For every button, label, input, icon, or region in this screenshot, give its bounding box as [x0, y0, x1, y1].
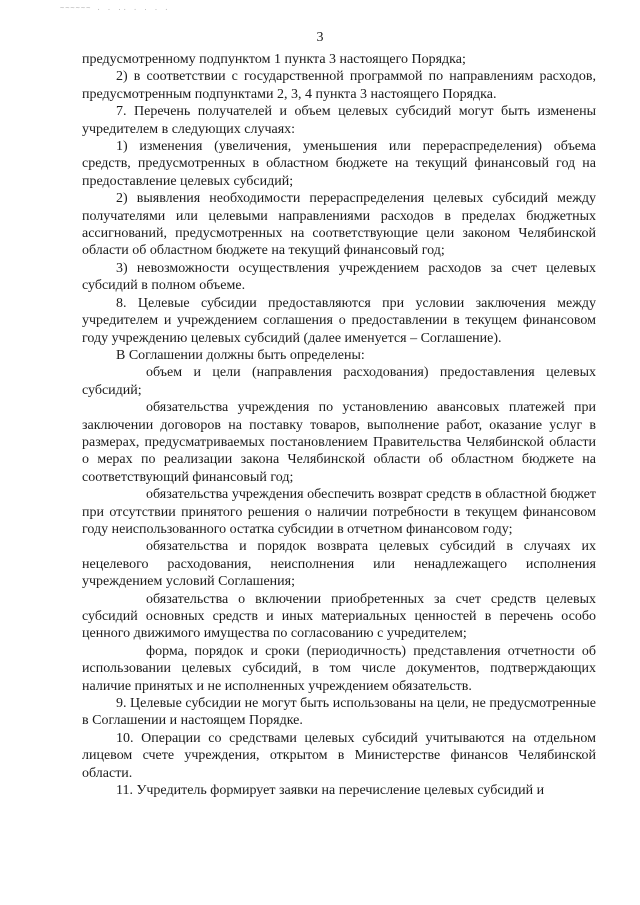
paragraph: обязательства учреждения по установлению авансовых платежей при заключении договоров на поставку товаров, выполнение работ, оказание услуг в размерах, предусматриваемых постановлением Правительства Челябинской области о мерах по реализации закона Челябинской области об областном бюджете на соответствующий финансовый год;	[82, 400, 596, 485]
document-body	[82, 51, 596, 799]
paragraph: предусмотренному подпунктом 1 пункта 3 настоящего Порядка;	[82, 52, 466, 67]
paragraph: форма, порядок и сроки (периодичность) представления отчетности об использовании целевых субсидий, в том числе документов, подтверждающих наличие принятых и не исполненных учреждением обязательств.	[82, 643, 596, 694]
paragraph: 11. Учредитель формирует заявки на перечисление целевых субсидий и	[116, 783, 545, 799]
paragraph: 10. Операции со средствами целевых субсидий учитываются на отдельном лицевом счете учреждения, открытом в Министерстве финансов Челябинской области.	[82, 730, 596, 781]
paragraph: 2) выявления необходимости перераспределения целевых субсидий между получателями или целевыми направлениями расходов в пределах бюджетных ассигнований, предусмотренных на соответствующие цели законом Челябинской области об областном бюджете на текущий финансовый год;	[82, 191, 596, 259]
scan-mark: ~~~~~~ . . .. . . . .	[60, 4, 170, 12]
paragraph: 3) невозможности осуществления учреждением расходов за счет целевых субсидий в полном объеме.	[82, 260, 596, 294]
paragraph: В Соглашении должны быть определены:	[116, 347, 365, 363]
paragraph: 2) в соответствии с государственной программой по направлениям расходов, предусмотренным подпунктами 2, 3, 4 пункта 3 настоящего Порядка.	[82, 69, 596, 102]
paragraph: 1) изменения (увеличения, уменьшения или перераспределения) объема средств, предусмотренных в областном бюджете на текущий финансовый год на предоставление целевых субсидий;	[82, 139, 596, 189]
page-number: 3	[316, 30, 324, 45]
paragraph: объем и цели (направления расходования) предоставления целевых субсидий;	[82, 365, 596, 398]
paragraph: обязательства и порядок возврата целевых субсидий в случаях их нецелевого расходования, неисполнения или ненадлежащего исполнения учреждением условий Соглашения;	[82, 539, 596, 590]
paragraph: обязательства учреждения обеспечить возврат средств в областной бюджет при отсутствии принятого решения о наличии потребности в текущем финансовом году неиспользованного остатка субсидии в отчетном финансовом году;	[82, 487, 596, 537]
paragraph: 9. Целевые субсидии не могут быть использованы на цели, не предусмотренные в Соглашении и настоящем Порядке.	[82, 696, 596, 729]
paragraph: обязательства о включении приобретенных за счет средств целевых субсидий основных средств и иных материальных ценностей в перечень особо ценного движимого имущества по согласованию с учредителем;	[82, 591, 596, 642]
paragraph: 7. Перечень получателей и объем целевых субсидий могут быть изменены учредителем в следующих случаях:	[82, 104, 596, 137]
paragraph: 8. Целевые субсидии предоставляются при условии заключения между учредителем и учреждением соглашения о предоставлении в текущем финансовом году учреждению целевых субсидий (далее именуется – Соглашение).	[82, 295, 596, 346]
